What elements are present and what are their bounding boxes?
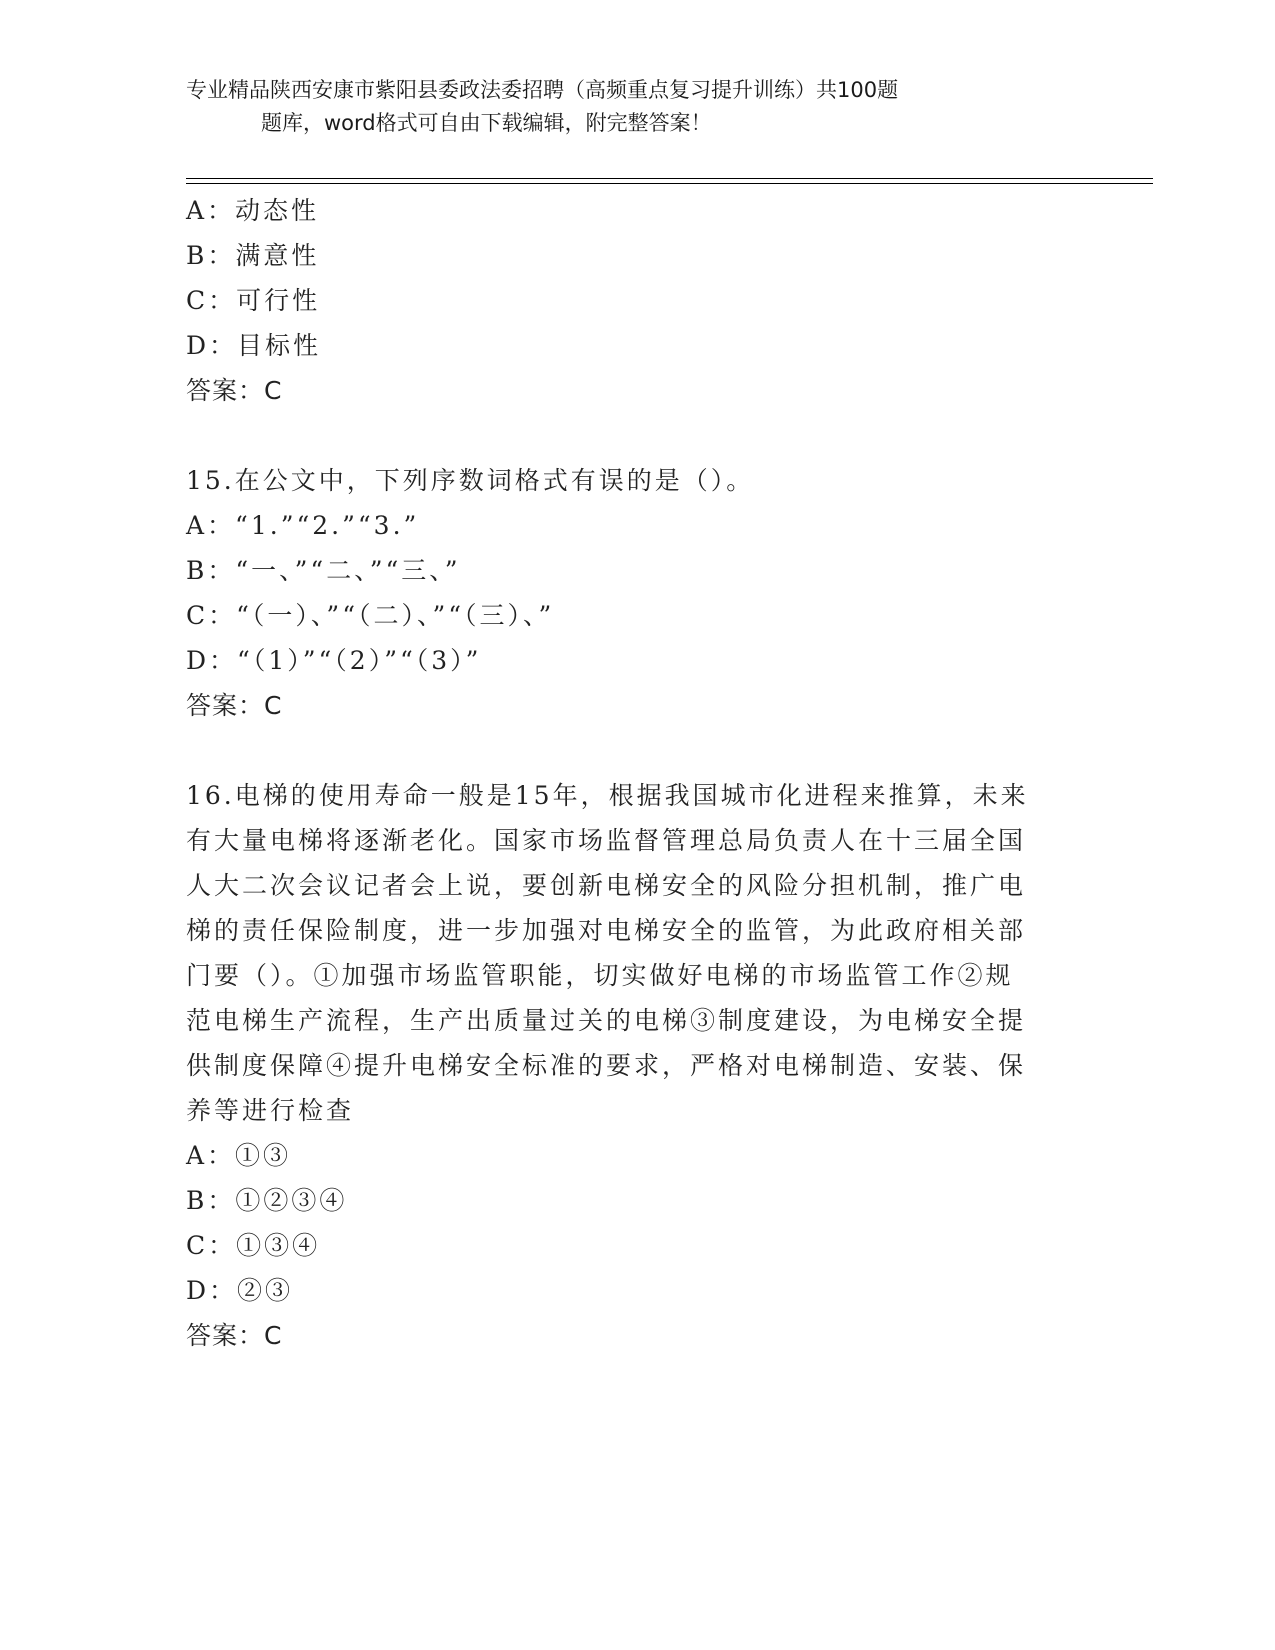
option-a: A：动态性 — [186, 196, 320, 225]
question-stem-line: 范电梯生产流程，生产出质量过关的电梯③制度建设，为电梯安全提 — [186, 1006, 1027, 1035]
option-a: A：①③ — [186, 1141, 292, 1170]
option-a: A：“1.”“2.”“3.” — [186, 511, 420, 540]
answer: 答案：C — [186, 1321, 283, 1350]
option-d: D：目标性 — [186, 331, 322, 360]
option-d: D：“（1）”“（2）”“（3）” — [186, 646, 482, 675]
spacer — [186, 728, 1066, 773]
answer: 答案：C — [186, 691, 283, 720]
question-15 — [186, 458, 1066, 728]
question-stem-line: 门要（）。①加强市场监管职能，切实做好电梯的市场监管工作②规 — [186, 961, 1014, 990]
question-stem-line: 梯的责任保险制度，进一步加强对电梯安全的监管，为此政府相关部 — [186, 916, 1027, 945]
header-title-line2: 题库，word格式可自由下载编辑，附完整答案！ — [261, 111, 712, 135]
document-header — [186, 74, 1066, 140]
option-c: C：①③④ — [186, 1231, 321, 1260]
option-d: D：②③ — [186, 1276, 294, 1305]
spacer — [186, 413, 1066, 458]
option-c: C：“（一）、”“（二）、”“（三）、” — [186, 601, 555, 630]
header-divider-top — [186, 178, 1153, 179]
option-c: C：可行性 — [186, 286, 321, 315]
question-content — [186, 188, 1066, 1358]
header-title-line1: 专业精品陕西安康市紫阳县委政法委招聘（高频重点复习提升训练）共100题 — [186, 78, 899, 102]
answer: 答案：C — [186, 376, 283, 405]
option-b: B：①②③④ — [186, 1186, 348, 1215]
question-stem-line: 供制度保障④提升电梯安全标准的要求，严格对电梯制造、安装、保 — [186, 1051, 1027, 1080]
option-b: B：满意性 — [186, 241, 320, 270]
question-stem-line: 人大二次会议记者会上说，要创新电梯安全的风险分担机制，推广电 — [186, 871, 1027, 900]
question-stem-line: 16.电梯的使用寿命一般是15年，根据我国城市化进程来推算，未来 — [186, 781, 1029, 810]
question-stem-line: 养等进行检查 — [186, 1096, 355, 1125]
question-stem: 15.在公文中，下列序数词格式有误的是（）。 — [186, 466, 755, 495]
question-stem-line: 有大量电梯将逐渐老化。国家市场监督管理总局负责人在十三届全国 — [186, 826, 1027, 855]
question-16 — [186, 773, 1066, 1358]
question-14 — [186, 188, 1066, 413]
option-b: B：“一、”“二、”“三、” — [186, 556, 461, 585]
header-divider-bottom — [186, 183, 1153, 184]
